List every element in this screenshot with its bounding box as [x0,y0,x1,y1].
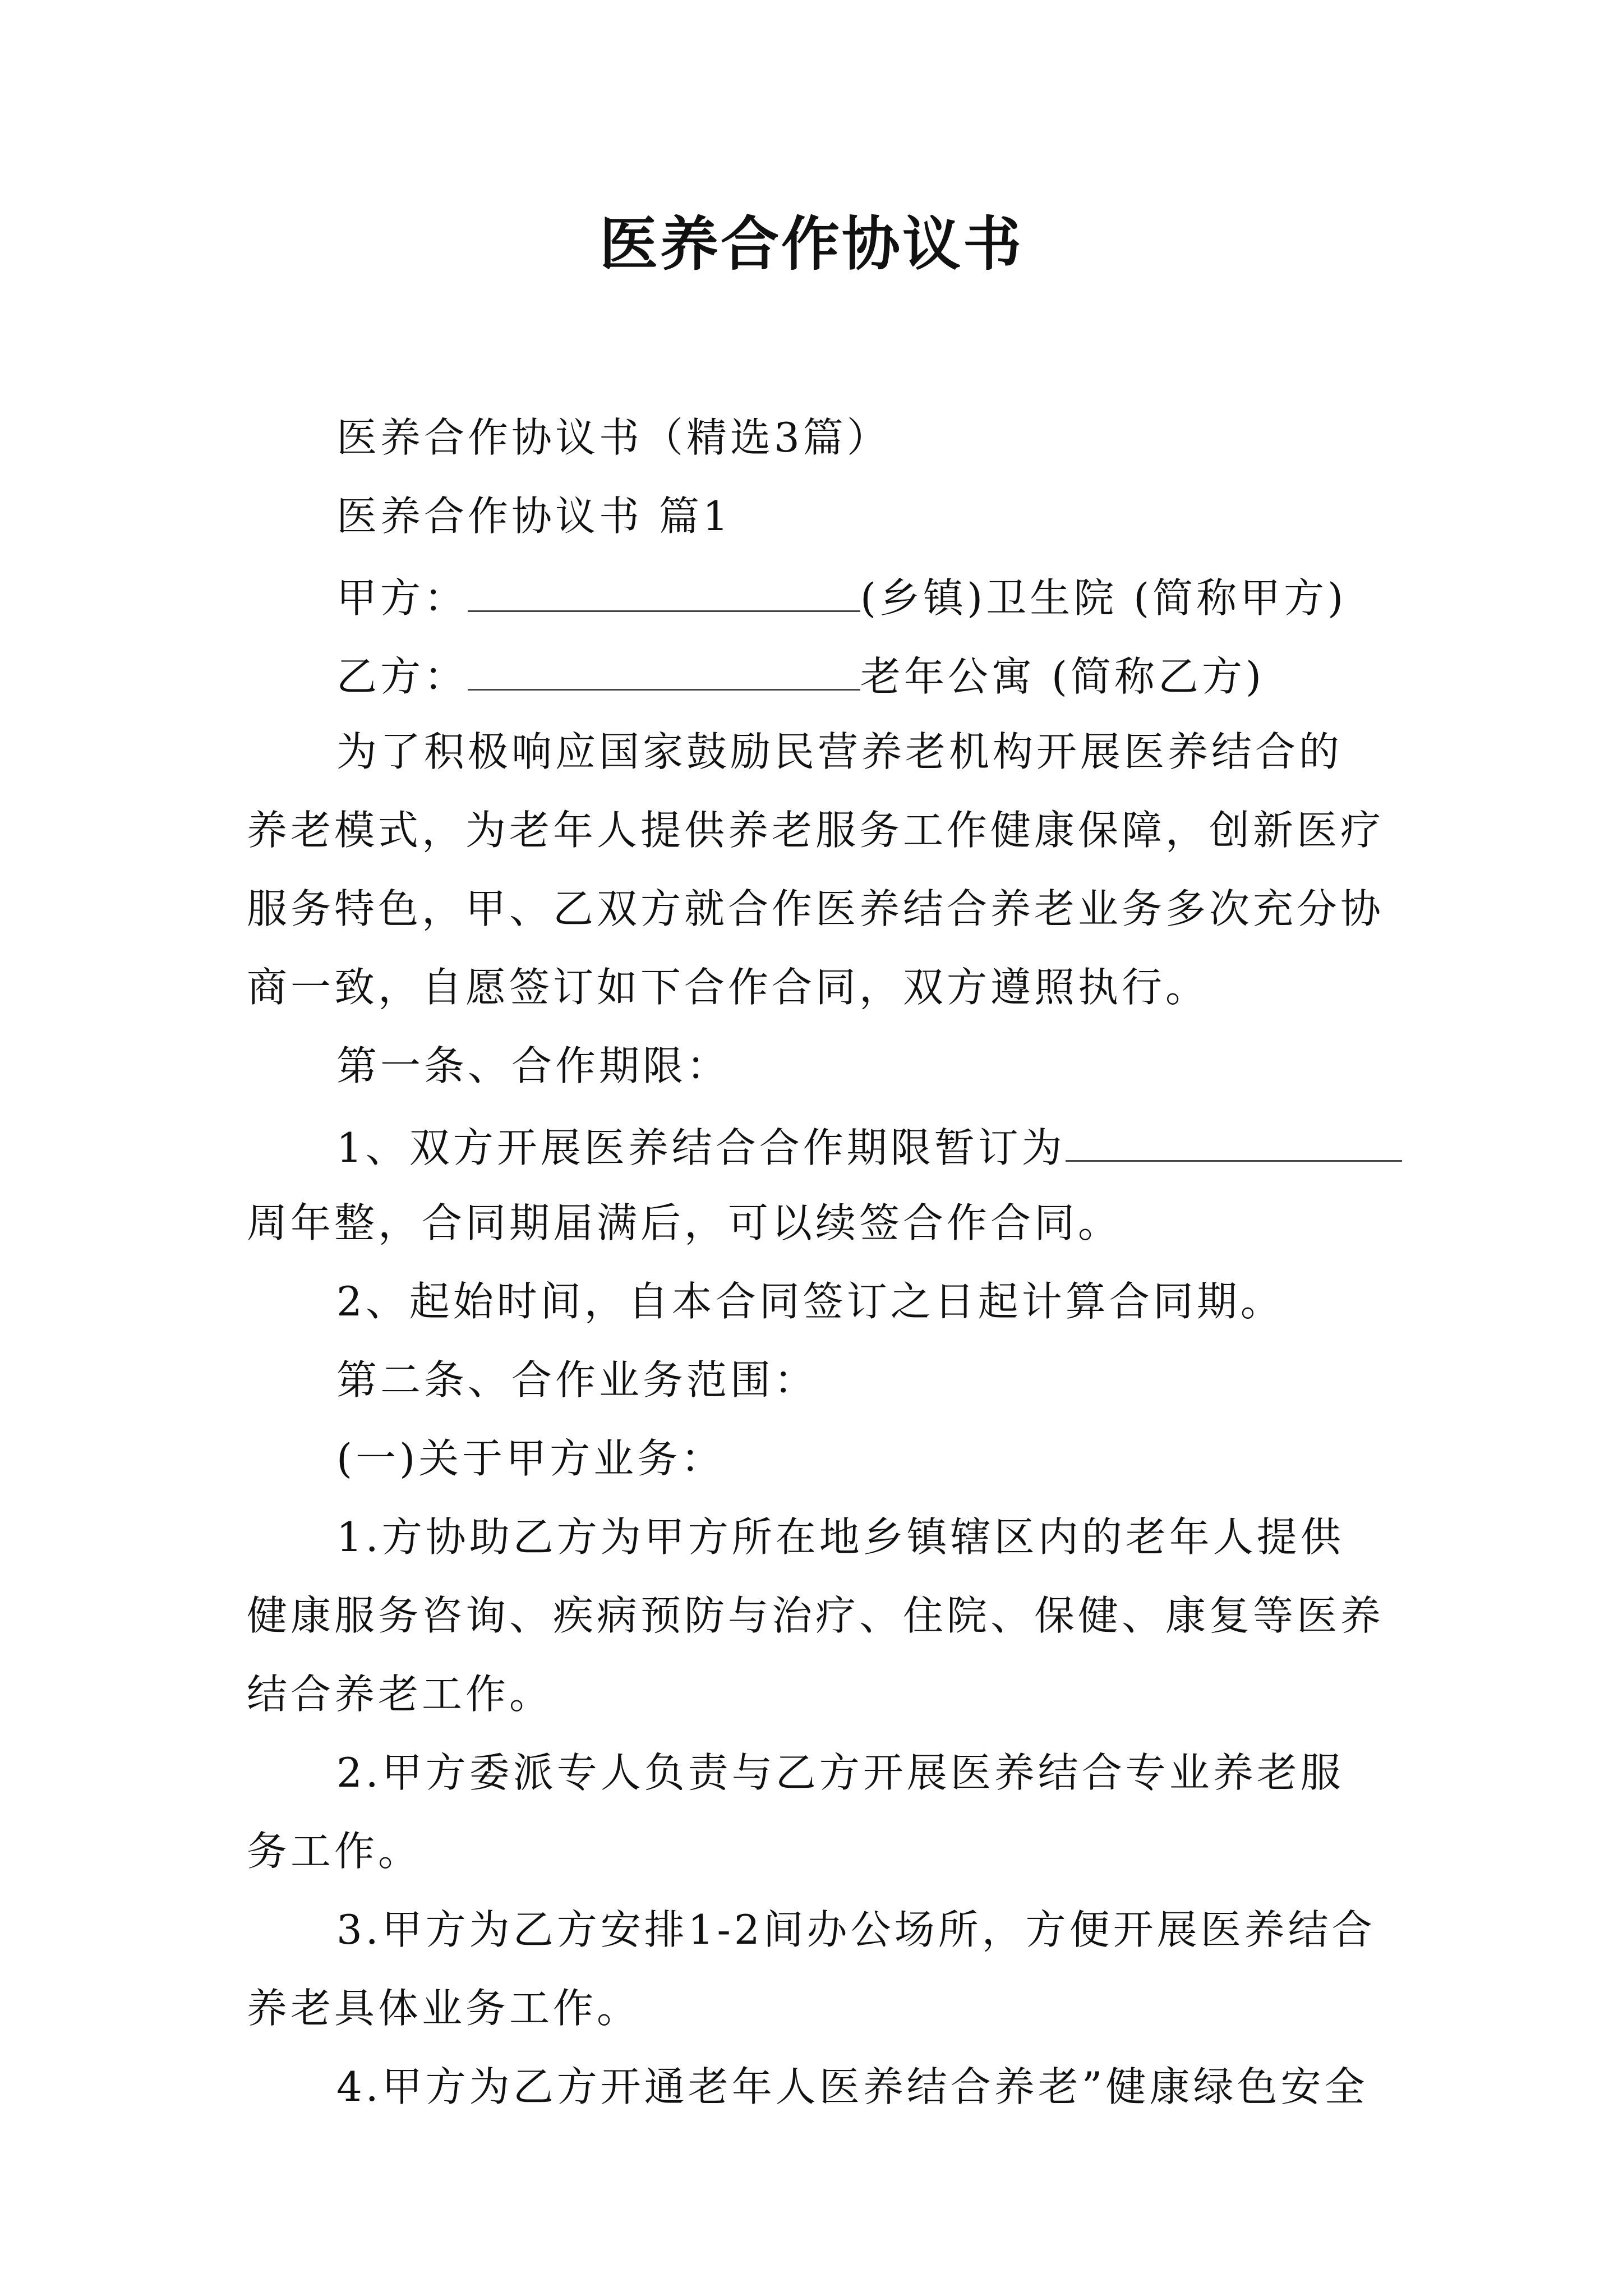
party-a-label: 甲方： [336,574,468,622]
item2-line: 2.甲方委派专人负责与乙方开展医养结合专业养老服 [336,1749,1344,1796]
article1-item2: 2、起始时间，自本合同签订之日起计算合同期。 [336,1278,1284,1325]
term-blank [1066,1116,1402,1162]
article1-heading: 第一条、合作期限： [336,1042,731,1089]
article1-item1-text: 1、双方开展医养结合合作期限暂订为 [336,1124,1066,1171]
subsection1-heading: (一)关于甲方业务： [336,1435,725,1482]
item1-line: 结合养老工作。 [247,1671,554,1718]
item2-line: 务工作。 [247,1828,422,1875]
article2-heading: 第二条、合作业务范围： [336,1356,818,1404]
item1-line: 1.方协助乙方为甲方所在地乡镇辖区内的老年人提供 [336,1513,1344,1561]
item3-line: 3.甲方为乙方安排1-2间办公场所，方便开展医养结合 [336,1906,1376,1953]
item4-line: 4.甲方为乙方开通老年人医养结合养老”健康绿色安全 [336,2063,1368,2110]
party-a-blank [468,567,860,612]
document-subtitle: 医养合作协议书（精选3篇） [336,414,891,461]
party-b-line [336,645,1265,705]
party-b-blank [468,645,860,691]
section-title: 医养合作协议书 篇1 [336,493,732,540]
intro-line: 为了积极响应国家鼓励民营养老机构开展医养结合的 [336,728,1343,775]
intro-line: 商一致，自愿签订如下合作合同，双方遵照执行。 [247,964,1210,1011]
party-a-line [336,567,1347,626]
party-b-suffix: 老年公寓 (简称乙方) [860,653,1265,700]
intro-line: 养老模式，为老年人提供养老服务工作健康保障，创新医疗 [247,807,1385,854]
document-title: 医养合作协议书 [599,209,1023,278]
party-b-label: 乙方： [336,653,468,700]
item3-line: 养老具体业务工作。 [247,1985,641,2032]
item1-line: 健康服务咨询、疾病预防与治疗、住院、保健、康复等医养 [247,1592,1385,1639]
article1-item1-line1 [336,1116,1402,1176]
intro-line: 服务特色，甲、乙双方就合作医养结合养老业务多次充分协 [247,885,1385,932]
article1-item1-line2: 周年整，合同期届满后，可以续签合作合同。 [247,1199,1122,1246]
party-a-suffix: (乡镇)卫生院 (简称甲方) [860,574,1347,622]
